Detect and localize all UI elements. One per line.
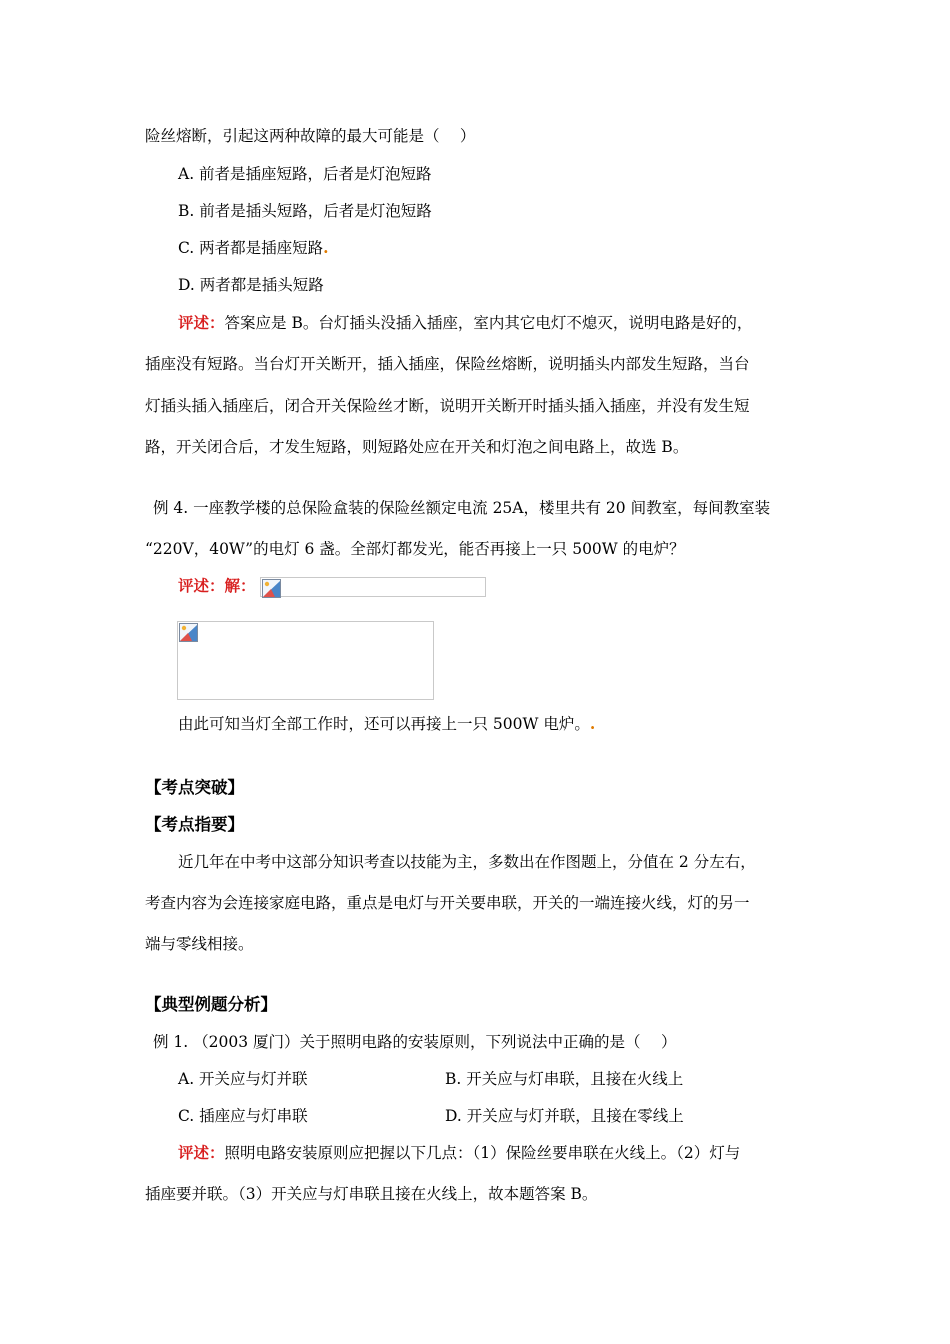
evaluation-text: 照明电路安装原则应把握以下几点：（1）保险丝要串联在火线上。（2）灯与 — [224, 1144, 741, 1162]
formula-image-2 — [177, 621, 434, 700]
mark-dot: . — [323, 238, 329, 257]
broken-image-icon — [179, 623, 198, 642]
evaluation-text: 答案应是 B。台灯插头没插入插座，室内其它电灯不熄灭，说明电路是好的， — [224, 314, 753, 332]
mark-dot: . — [589, 714, 596, 733]
example-1-option-b: B. 开关应与灯串联，且接在火线上 — [445, 1070, 684, 1088]
example-1-question: 例 1. （2003 厦门）关于照明电路的安装原则，下列说法中正确的是（ ） — [153, 1033, 677, 1051]
key-points-line-3: 端与零线相接。 — [145, 935, 254, 953]
conclusion-line — [178, 714, 595, 734]
example-1-option-a: A. 开关应与灯并联 — [178, 1070, 308, 1088]
broken-image-icon — [262, 579, 281, 598]
key-points-line-1: 近几年在中考中这部分知识考查以技能为主，多数出在作图题上，分值在 2 分左右， — [178, 853, 756, 871]
evaluation-label: 评述： — [178, 313, 225, 332]
evaluation-label: 评述：解： — [178, 576, 256, 595]
conclusion-text: 由此可知当灯全部工作时，还可以再接上一只 500W 电炉。 — [178, 715, 590, 733]
example-1-option-d: D. 开关应与灯并联，且接在零线上 — [445, 1107, 684, 1125]
option-c — [178, 238, 329, 258]
section-heading-breakthrough: 【考点突破】 — [145, 778, 244, 797]
evaluation-line-4: 路，开关闭合后，才发生短路，则短路处应在开关和灯泡之间电路上，故选 B。 — [145, 438, 689, 456]
evaluation-line-3: 灯插头插入插座后，闭合开关保险丝才断，说明开关断开时插头插入插座，并没有发生短 — [145, 397, 750, 415]
option-d: D. 两者都是插头短路 — [178, 276, 324, 294]
evaluation-line-1 — [178, 313, 752, 333]
option-b: B. 前者是插头短路，后者是灯泡短路 — [178, 202, 432, 220]
section-subheading-key-points: 【考点指要】 — [145, 815, 244, 834]
example-4-line-1: 例 4. 一座教学楼的总保险盒装的保险丝额定电流 25A，楼里共有 20 间教室，每间教室装 — [153, 499, 771, 517]
example-1-option-c: C. 插座应与灯串联 — [178, 1107, 308, 1125]
option-a: A. 前者是插座短路，后者是灯泡短路 — [178, 165, 432, 183]
question-continuation: 险丝熔断，引起这两种故障的最大可能是（ ） — [145, 127, 476, 145]
section-heading-typical-examples: 【典型例题分析】 — [145, 995, 277, 1014]
formula-image-1 — [260, 577, 486, 597]
example-4-line-2: “220V，40W”的电灯 6 盏。全部灯都发光，能否再接上一只 500W 的电炉？ — [145, 540, 685, 558]
key-points-line-2: 考查内容为会连接家庭电路，重点是电灯与开关要串联，开关的一端连接火线，灯的另一 — [145, 894, 750, 912]
example-1-evaluation-line-2: 插座要并联。（3）开关应与灯串联且接在火线上，故本题答案 B。 — [145, 1185, 598, 1203]
example-4-evaluation-label — [178, 576, 256, 596]
option-c-text: C. 两者都是插座短路 — [178, 239, 324, 257]
evaluation-label: 评述： — [178, 1143, 225, 1162]
evaluation-line-2: 插座没有短路。当台灯开关断开，插入插座，保险丝熔断，说明插头内部发生短路，当台 — [145, 355, 750, 373]
example-1-evaluation-line-1 — [178, 1143, 740, 1163]
